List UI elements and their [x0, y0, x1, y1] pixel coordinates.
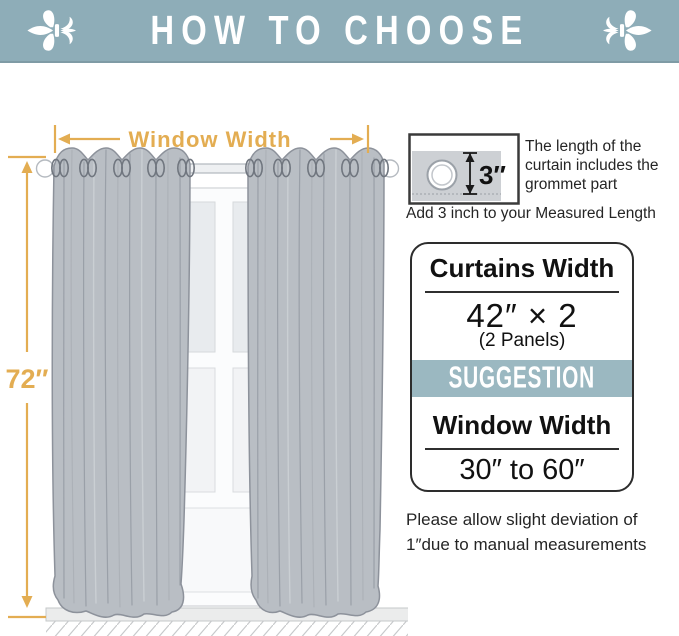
grommet-figure — [408, 133, 520, 205]
suggestion-banner — [412, 360, 632, 397]
header-banner — [0, 0, 679, 63]
window-width-diagram-label: Window Width — [128, 127, 292, 152]
fleur-de-lis-left-icon — [26, 8, 81, 54]
suggestion-label: SUGGESTION — [448, 361, 596, 395]
window-width-value: 30″ to 60″ — [459, 454, 585, 486]
page-title: HOW TO CHOOSE — [149, 7, 530, 53]
height-measure — [6, 157, 49, 617]
deviation-note-line2: 1″due to manual measurements — [406, 535, 647, 554]
curtains-width-value: 42″ × 2 — [466, 297, 578, 334]
height-diagram-label: 72″ — [5, 364, 49, 394]
add-length-note: Add 3 inch to your Measured Length — [406, 205, 656, 222]
fleur-de-lis-right-icon — [598, 8, 653, 54]
curtain-panel-right — [246, 148, 388, 617]
deviation-note-line1: Please allow slight deviation of — [406, 510, 638, 529]
divider — [425, 291, 619, 293]
grommet-measure-label: 3″ — [479, 160, 506, 190]
window-width-title: Window Width — [432, 410, 612, 440]
size-suggestion-box — [410, 242, 634, 492]
panels-count: (2 Panels) — [478, 330, 566, 351]
grommet-description: The length of the curtain includes the grommet part — [525, 138, 659, 193]
curtains-width-title: Curtains Width — [429, 253, 615, 283]
divider — [425, 448, 619, 450]
curtain-diagram — [0, 100, 408, 636]
deviation-note — [406, 507, 679, 557]
curtain-panel-left — [52, 148, 194, 617]
